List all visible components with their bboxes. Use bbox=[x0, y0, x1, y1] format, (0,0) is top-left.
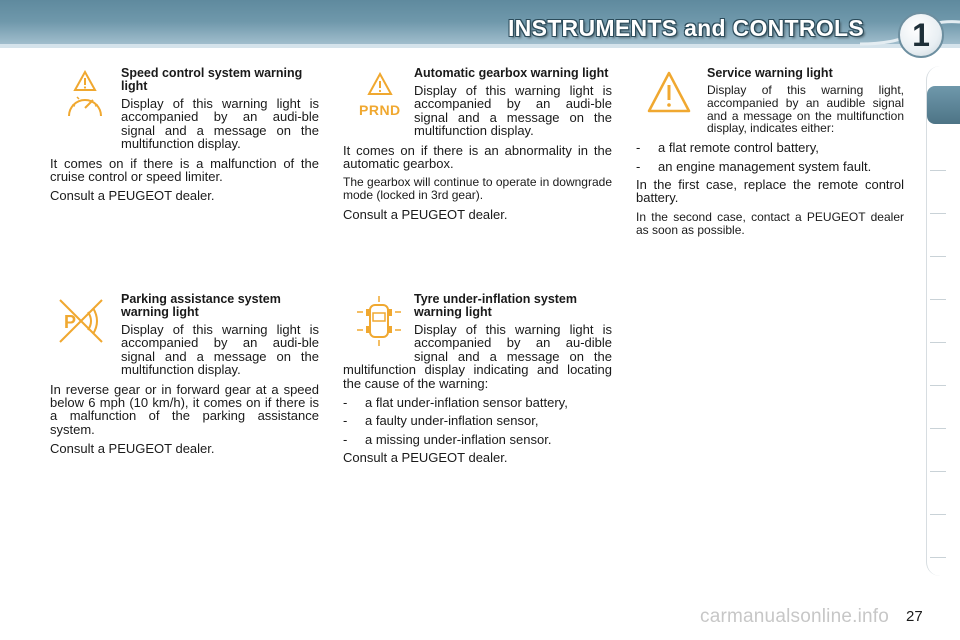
chapter-tab-divider bbox=[930, 471, 946, 472]
section-text: Consult a PEUGEOT dealer. bbox=[343, 450, 508, 466]
chapter-tab-divider bbox=[930, 299, 946, 300]
prnd-label: PRND bbox=[359, 102, 401, 118]
chapter-tab-divider bbox=[930, 256, 946, 257]
chapter-tab-divider bbox=[930, 342, 946, 343]
header-band bbox=[0, 44, 960, 48]
chapter-tab-divider bbox=[930, 557, 946, 558]
gearbox-section bbox=[343, 67, 612, 227]
watermark: carmanualsonline.info bbox=[700, 606, 890, 627]
chapter-side-tabs bbox=[926, 66, 960, 576]
service-section bbox=[636, 67, 904, 242]
section-text: Display of this warning light is accompanied by an audi-ble signal and a message on the multifunction display. bbox=[414, 83, 612, 139]
chapter-tab-active[interactable] bbox=[927, 86, 960, 124]
parking-p-label: P bbox=[64, 312, 77, 332]
section-text: Display of this warning light is accompanied by an audi-ble signal and a message on the multifunction display. bbox=[121, 322, 319, 378]
chapter-tab-divider bbox=[930, 385, 946, 386]
section-title: Tyre under-inflation system warning light bbox=[414, 292, 577, 319]
chapter-tab-divider bbox=[930, 514, 946, 515]
list-item: - a flat remote control battery, bbox=[636, 140, 819, 156]
page-title: INSTRUMENTS and CONTROLS bbox=[507, 15, 864, 41]
section-text: In reverse gear or in forward gear at a speed below 6 mph (10 km/h), it comes on if there is a malfunction of the parking assistance system. bbox=[50, 381, 319, 437]
speed-control-section bbox=[50, 67, 319, 209]
section-text: Display of this warning light, accompanied by an audible signal and a message on the multifunction display, indicates either: bbox=[707, 83, 904, 136]
section-text: Display of this warning light is accompanied by an au-dible signal and a message on the multifunction display indicating and locating the cause of the warning: bbox=[343, 322, 612, 391]
section-title: Speed control system warning light bbox=[121, 66, 303, 93]
section-title: Parking assistance system warning light bbox=[121, 292, 281, 319]
section-text: The gearbox will continue to operate in downgrade mode (locked in 3rd gear). bbox=[343, 175, 612, 203]
tyre-under-inflation-section bbox=[343, 293, 612, 471]
chapter-tab-divider bbox=[930, 428, 946, 429]
list-item: - a missing under-inflation sensor. bbox=[343, 431, 552, 447]
chapter-tab-divider bbox=[930, 213, 946, 214]
chapter-tab-divider bbox=[930, 170, 946, 171]
list-item: - a flat under-inflation sensor battery, bbox=[343, 395, 568, 411]
list-item: - an engine management system fault. bbox=[636, 158, 872, 174]
parking-assistance-section bbox=[50, 293, 319, 462]
section-title: Service warning light bbox=[707, 66, 833, 80]
section-text: Consult a PEUGEOT dealer. bbox=[343, 207, 508, 223]
list-item: - a faulty under-inflation sensor, bbox=[343, 413, 539, 429]
section-text: Display of this warning light is accompanied by an audi-ble signal and a message on the multifunction display. bbox=[121, 96, 319, 152]
section-text: Consult a PEUGEOT dealer. bbox=[50, 441, 215, 457]
section-title: Automatic gearbox warning light bbox=[414, 66, 609, 80]
chapter-number: 1 bbox=[898, 12, 944, 58]
section-text: In the first case, replace the remote control battery. bbox=[636, 177, 904, 206]
section-text: Consult a PEUGEOT dealer. bbox=[50, 188, 215, 204]
page-number: 27 bbox=[906, 608, 923, 625]
section-text: In the second case, contact a PEUGEOT dealer as soon as possible. bbox=[636, 209, 904, 237]
section-text: It comes on if there is a malfunction of the cruise control or speed limiter. bbox=[50, 155, 319, 185]
section-text: It comes on if there is an abnormality in the automatic gearbox. bbox=[343, 142, 612, 172]
